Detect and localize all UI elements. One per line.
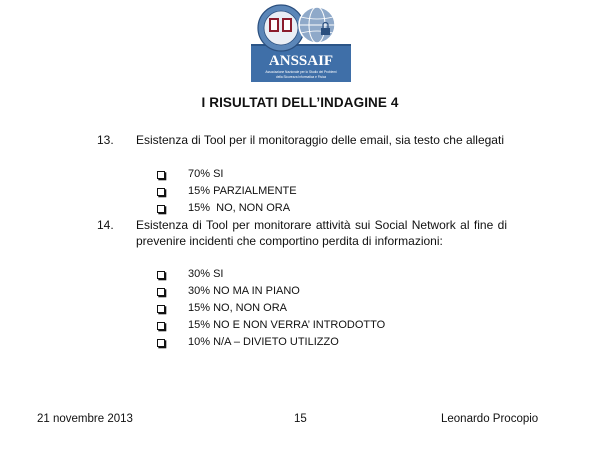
checkbox-bullet-icon — [157, 171, 165, 179]
footer-author: Leonardo Procopio — [441, 413, 539, 425]
checkbox-bullet-icon — [157, 205, 165, 213]
option-label: 15% PARZIALMENTE — [188, 185, 297, 197]
list-item — [157, 317, 385, 334]
logo-wordmark: ANSSAIF — [268, 53, 334, 69]
checkbox-bullet-icon — [157, 288, 165, 296]
checkbox-bullet-icon — [157, 305, 165, 313]
list-item — [157, 266, 385, 283]
question-number: 13. — [97, 133, 114, 147]
option-label: 15% NO E NON VERRA’ INTRODOTTO — [188, 319, 386, 331]
question-13-options — [157, 166, 297, 217]
footer-page-number: 15 — [294, 413, 307, 425]
logo-subtitle-2: della Sicurezza Informatica e Fisica — [275, 75, 327, 79]
checkbox-bullet-icon — [157, 322, 165, 330]
option-label: 15% NO, NON ORA — [188, 202, 291, 214]
question-13 — [97, 133, 507, 149]
list-item — [157, 200, 297, 217]
list-item — [157, 183, 297, 200]
list-item — [157, 334, 385, 351]
checkbox-bullet-icon — [157, 271, 165, 279]
list-item — [157, 283, 385, 300]
page-title: I RISULTATI DELL’INDAGINE 4 — [201, 95, 399, 110]
option-label: 10% N/A – DIVIETO UTILIZZO — [188, 336, 339, 348]
question-number: 14. — [97, 218, 114, 232]
anssaif-logo-graphic — [251, 4, 351, 82]
question-text: Esistenza di Tool per il monitoraggio delle email, sia testo che allegati — [136, 133, 504, 147]
list-item — [157, 300, 385, 317]
option-label: 30% SI — [188, 268, 224, 280]
option-label: 70% SI — [188, 168, 224, 180]
question-14-options — [157, 266, 385, 351]
anssaif-logo — [251, 4, 351, 82]
lock-icon — [321, 28, 330, 35]
question-text: Esistenza di Tool per monitorare attività sui Social Network al fine di prevenire incidenti che comportino perdita di informazioni: — [136, 218, 507, 248]
option-label: 30% NO MA IN PIANO — [188, 285, 300, 297]
option-label: 15% NO, NON ORA — [188, 302, 288, 314]
logo-subtitle-1: Associazione Nazionale per lo Studio dei Problemi — [265, 70, 337, 74]
checkbox-bullet-icon — [157, 188, 165, 196]
question-14 — [97, 218, 507, 249]
footer-date: 21 novembre 2013 — [37, 413, 133, 425]
list-item — [157, 166, 297, 183]
checkbox-bullet-icon — [157, 339, 165, 347]
